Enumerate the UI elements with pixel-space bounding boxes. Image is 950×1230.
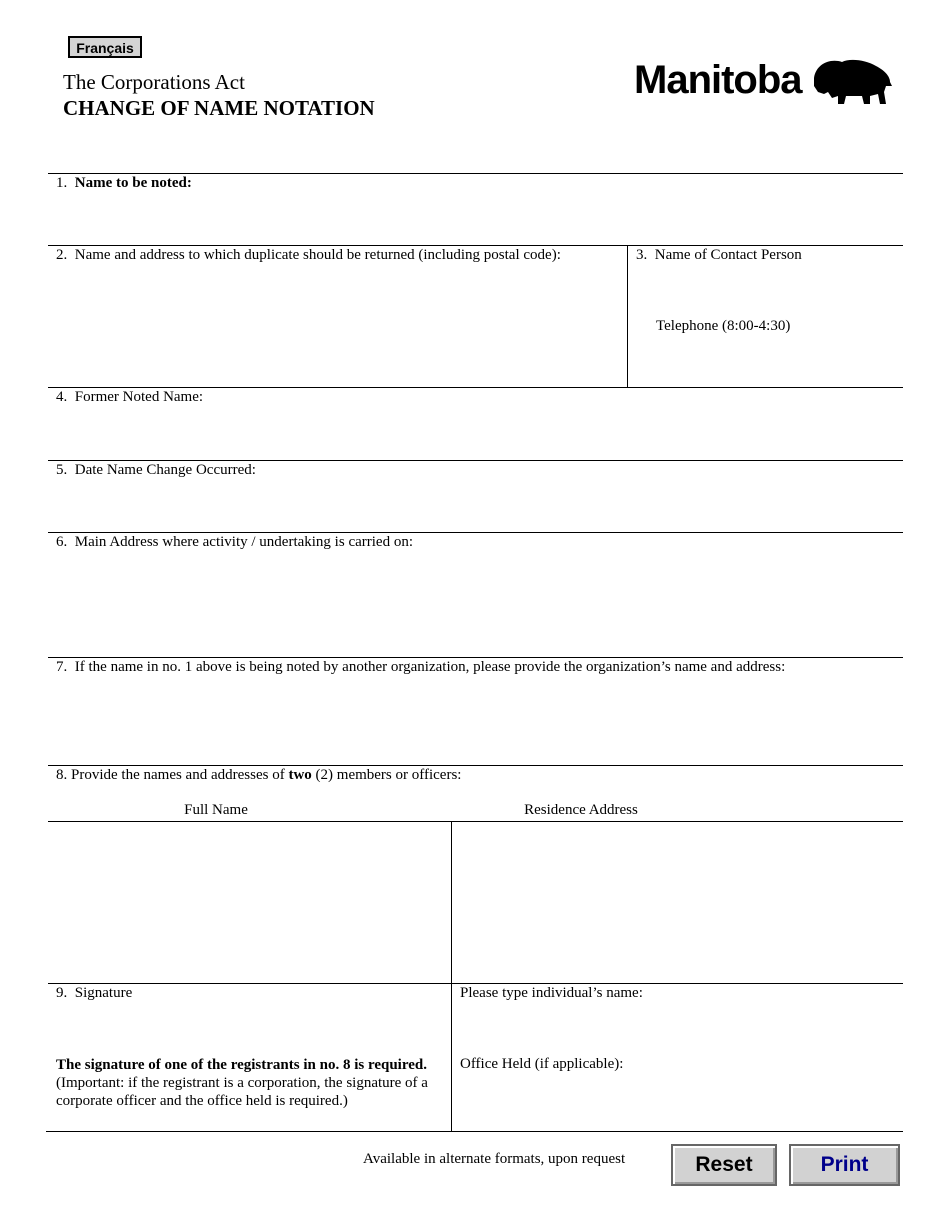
full-name-header: Full Name (184, 802, 248, 818)
residence-address-header: Residence Address (524, 802, 638, 818)
telephone-label: Telephone (8:00-4:30) (656, 318, 791, 334)
divider (627, 245, 628, 388)
logo-text: Manitoba (634, 58, 802, 102)
divider (48, 657, 903, 658)
divider (48, 983, 903, 984)
act-name: The Corporations Act (63, 70, 245, 94)
divider (48, 245, 903, 246)
section-6-label: 6. Main Address where activity / undertaking is carried on: (56, 534, 413, 550)
section-9-label: 9. Signature (56, 985, 133, 1001)
individual-name-input[interactable] (460, 1008, 896, 1044)
page-title: CHANGE OF NAME NOTATION (63, 96, 375, 120)
print-button[interactable]: Print (789, 1144, 900, 1186)
office-held-label: Office Held (if applicable): (460, 1056, 624, 1072)
divider (451, 821, 452, 1132)
office-held-input[interactable] (460, 1080, 896, 1116)
other-organization-input[interactable] (76, 682, 896, 758)
signature-requirement-note: The signature of one of the registrants in no. 8 is required. (Important: if the registrant is a corporation, the signature of a corporate officer and the office held is required.) (56, 1057, 428, 1109)
members-full-name-input[interactable] (56, 830, 444, 975)
divider (48, 821, 903, 822)
members-residence-address-input[interactable] (460, 830, 896, 975)
francais-button[interactable]: Français (68, 36, 142, 58)
date-name-change-input[interactable] (76, 485, 896, 525)
name-to-be-noted-input[interactable] (76, 198, 896, 238)
main-address-input[interactable] (76, 557, 896, 649)
divider (46, 1131, 903, 1132)
section-3-label: 3. Name of Contact Person (636, 247, 802, 263)
divider (48, 173, 903, 174)
divider (48, 387, 903, 388)
section-2-label: 2. Name and address to which duplicate should be returned (including postal code): (56, 247, 561, 263)
former-noted-name-input[interactable] (76, 412, 896, 452)
return-address-input[interactable] (76, 270, 616, 380)
divider (48, 532, 903, 533)
telephone-input[interactable] (656, 342, 896, 378)
divider (48, 460, 903, 461)
alternate-formats-note: Available in alternate formats, upon request (363, 1151, 626, 1167)
section-8-label: 8. Provide the names and addresses of two (2) members or officers: (56, 767, 462, 783)
divider (48, 765, 903, 766)
contact-person-input[interactable] (656, 272, 896, 308)
bison-icon (810, 56, 894, 108)
reset-button[interactable]: Reset (671, 1144, 777, 1186)
section-5-label: 5. Date Name Change Occurred: (56, 462, 256, 478)
section-1-label: 1. Name to be noted: (56, 175, 192, 191)
manitoba-logo (634, 56, 894, 112)
section-4-label: 4. Former Noted Name: (56, 389, 204, 405)
type-name-label: Please type individual’s name: (460, 985, 643, 1001)
section-7-label: 7. If the name in no. 1 above is being noted by another organization, please provide the organization’s name and address: (56, 659, 786, 675)
